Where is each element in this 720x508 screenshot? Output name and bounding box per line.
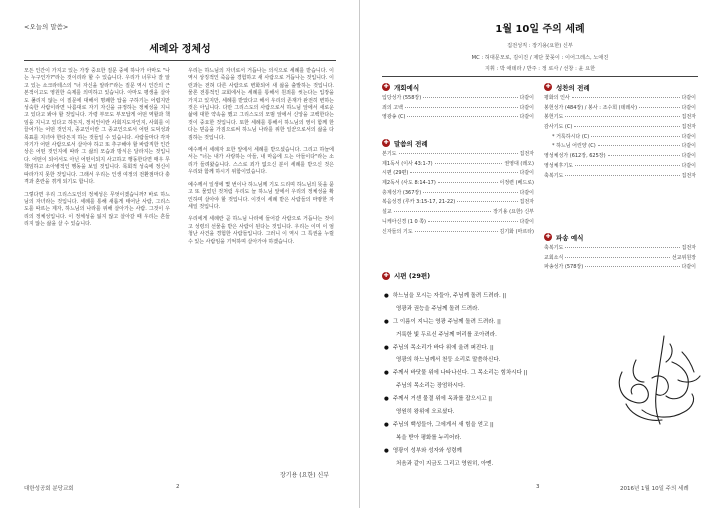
psalm-verse-leader: ● 영광이 성부와 성자와 성령께 <box>382 445 618 458</box>
dot-leader <box>435 163 503 164</box>
header-divider <box>382 76 698 77</box>
service-performer: 선교위원장 <box>671 254 696 261</box>
psalm-verses <box>382 290 618 470</box>
service-row <box>544 104 696 114</box>
service-item: 파송성가 (578장) <box>544 264 584 271</box>
service-item: 평화의 인사 <box>544 95 570 101</box>
service-performer: 집전자 <box>519 199 534 206</box>
service-row <box>382 218 534 228</box>
dot-leader <box>399 153 518 154</box>
service-row <box>544 133 696 143</box>
cross-icon: ✚ <box>383 139 389 146</box>
service-item: 축복기도 <box>544 172 564 179</box>
service-performer: 다같이 <box>519 170 534 177</box>
psalm-verse-leader: ● 주께서 바닷물 위에 나타나신다. 그 목소리는 힘차시다 || <box>382 367 618 380</box>
essay-column-right <box>188 68 334 251</box>
service-item: 죄의 고백 <box>382 104 403 111</box>
essay-column-left <box>24 68 170 234</box>
service-row <box>382 104 534 114</box>
service-item: * 거룩하시다 (C) <box>552 133 590 140</box>
service-performer: 장기용 (요한) 신부 <box>493 209 534 216</box>
service-performer: 다같이 <box>519 189 534 196</box>
essay-paragraph: 그렇다면 우리 그리스도인의 정체성은 무엇이겠습니까? 바로 하느님의 자녀라는 것입니다. 세례를 통해 새롭게 태어난 사람, 그리스도를 따르는 제자, 하느님의 나라를 위해 살아가는 사람. 그것이 우리의 정체성입니다. 이 정체성을 잃지 않고 살아갈 때 우리는 흔들리지 않는 삶을 살 수 있습니다. <box>24 191 170 228</box>
dot-leader <box>457 201 517 202</box>
psalm-verse-response: 영원히 왕위에 오르셨다. <box>396 409 455 416</box>
service-performer: 집전자 <box>681 245 696 251</box>
service-row <box>544 263 696 273</box>
service-row <box>382 150 534 160</box>
essay-author: 장기용 (요한) 신부 <box>280 472 330 479</box>
psalm-verse-leader: ● 그 이름이 지니는 영광 주님께 돌려 드려라. || <box>382 316 618 329</box>
service-row <box>544 142 696 152</box>
service-performer: 다같이 <box>519 95 534 101</box>
title-divider <box>24 60 336 61</box>
service-item: 제1독서 (이사 43:1-7) <box>382 160 433 167</box>
dot-leader <box>565 175 679 176</box>
psalm-verse-response: 영광과 권능을 주님께 돌려 드려라. <box>396 305 480 312</box>
service-item: 영성체성가 (612장, 625장) <box>544 153 606 160</box>
service-performer: 집전자 <box>681 114 696 121</box>
service-item: 제2독서 (사도 8:14-17) <box>382 180 436 187</box>
cross-icon: ✚ <box>383 83 389 90</box>
service-officiant: 집전성직 : 장기용(요한) 신부 <box>507 43 573 49</box>
essay-paragraph: 예수께서 세례자 요한 앞에서 세례를 받으셨습니다. 그리고 하늘에서는 "너는 내가 사랑하는 아들, 내 마음에 드는 아들이다"라는 소리가 들려왔습니다. 스스로 죄가 없으신 분이 세례를 받으신 것은 우리와 함께 하시기 위함이었습니다. <box>188 147 334 176</box>
psalm-verse-leader: ● 하느님을 모시는 자들아, 주님께 돌려 드려라. || <box>382 290 618 303</box>
psalm-verse-response: 영광의 하느님께서 천둥 소리로 말씀하신다. <box>396 357 501 364</box>
psalm-verse-response: 복을 받아 평화를 누리어라. <box>396 434 462 441</box>
cross-icon: ✚ <box>383 271 389 279</box>
service-item: 니케아신경 (1 0 쪽) <box>382 218 427 225</box>
service-performer: 다같이 <box>681 104 696 111</box>
dot-leader <box>575 165 680 166</box>
dot-leader <box>423 97 517 98</box>
service-performer: 다같이 <box>519 104 534 111</box>
service-row <box>544 244 696 254</box>
dot-leader <box>438 182 498 183</box>
service-performer: 다같이 <box>681 162 696 169</box>
service-item: 층계성가 (367장) <box>382 189 422 196</box>
service-item: 설교 <box>382 209 392 216</box>
service-row <box>382 189 534 199</box>
dot-leader <box>591 136 679 137</box>
dot-leader <box>598 145 680 146</box>
service-item: 봉헌성가 (484장) / 봉사 : 조수희 (데레사) <box>544 104 638 111</box>
dot-leader <box>423 192 517 193</box>
service-performer: 다같이 <box>681 143 696 150</box>
calligraphy-emblem-icon <box>612 332 704 428</box>
service-row <box>544 94 696 104</box>
psalm-heading: ✚ 시편 (29편) <box>383 271 431 280</box>
dot-leader <box>572 97 680 98</box>
essay-paragraph: 예수께서 일생에 몇 번이나 하느님께 기도 드리며 하느님의 뜻을 묻고 또 물었던 것처럼 우리도 늘 하느님 앞에서 우리의 정체성을 확인하며 살아야 할 것입니다. 이것이 세례 받은 사람들의 마땅한 자세일 것입니다. <box>188 181 334 210</box>
service-row <box>382 169 534 179</box>
service-row <box>382 179 534 189</box>
dot-leader <box>585 266 679 267</box>
psalm-verse-leader: ● 주께서 거센 물결 위에 옥좌를 잡으시고 || <box>382 393 618 406</box>
service-item: 감사기도 (C) <box>544 124 573 131</box>
service-row <box>382 94 534 104</box>
service-performer: 다같이 <box>681 133 696 140</box>
service-ministers: MC : 허대문모로, 김이진 / 제단 꽃꽂이 : 이어그레스, 노애진 <box>471 55 609 61</box>
service-item: 시편 (29편) <box>382 170 409 177</box>
service-performer: 다같이 <box>681 264 696 271</box>
section-heading: 파송 예식 <box>556 233 584 242</box>
service-performer: 다같이 <box>681 153 696 160</box>
section-eucharist <box>544 82 696 181</box>
dot-leader <box>639 107 679 108</box>
section-dismissal <box>544 232 696 273</box>
essay-title: 세례와 정체성 <box>149 44 211 55</box>
footer-service-date: 2016년 1월 10일 주의 세례 <box>620 486 689 492</box>
dot-leader <box>565 247 679 248</box>
service-item: 본기도 <box>382 151 397 157</box>
dot-leader <box>608 155 680 156</box>
psalm-verse-response: 주님의 목소리는 장엄하시다. <box>396 383 466 390</box>
essay-paragraph: 모든 인간이 가지고 있는 가장 중요한 질문 중에 하나가 아마도 "나는 누구인가?"라는 것이리라 할 수 있습니다. 우리가 너무나 잘 알고 있는 소크라테스의 "너 자신을 알라!"라는 질문 역시 인간의 근본적이고도 영원한 숙제를 의미하고 있습니다. 아마도 평생을 살아도 풀리지 않는 이 질문에 대해서 명쾌한 답을 구하기는 어렵지만 성숙한 사람이라면 나름대로 자기 자신을 규정하는 정체성을 지니고 있다고 봐야 할 것입니다. 가령 부모도 부모답게 어떤 역할과 책임을 지니고 있다고 하든지, 정치인이란 사회지도자인지, 사회를 이끌어가는 어떤 것인지, 종교인이란 그 종교인으로서 어떤 도덕성과 목표를 지녀야 한다든지 하는 것들일 수 있습니다. 사람들마다 각자 자기가 어떤 사람으로서 살아야 하고 또 추구해야 할 바람직한 인간상은 어떤 것인지에 따라 그 삶의 모습과 방식은 달라지는 것입니다. 어떤이 되어서도 아닌 어떤이되지 사고하고 행동한다면 매우 무책임하고 소아병적인 행동을 보일 것입니다. 목회적 성숙에 정신이 따라가지 못한 것입니다. 그래서 우리는 인생 여정의 전환점마다 충격과 혼란을 겪게 되기도 합니다. <box>24 68 170 186</box>
cross-icon: ✚ <box>545 233 551 240</box>
section-liturgy-of-word <box>382 138 534 237</box>
psalm-verse-response: 거룩한 빛 두르신 주님께 머리를 조아려라. <box>396 331 497 338</box>
essay-paragraph: 우리에게 세례란 곧 하느님 나라에 들어갈 사람으로 거듭나는 것이고 성령의 선물을 받은 사람이 된다는 것입니다. 우리는 이미 이 엄청난 사건을 경험한 사람들입니다. 그러니 이 역시 그 특권을 누릴 수 있는 사람임을 기억하며 살아가야 하겠습니다. <box>188 216 334 245</box>
service-item: 봉헌기도 <box>544 114 564 121</box>
section-tag: <오늘의 말씀> <box>24 23 69 31</box>
section-heading: 개회예식 <box>394 83 420 92</box>
section-heading: 성찬의 전례 <box>556 83 590 92</box>
service-row <box>544 254 696 264</box>
service-performer: 이정련 (베드로) <box>499 180 534 187</box>
service-row <box>382 228 534 238</box>
dot-leader <box>565 257 670 258</box>
service-performer: 김기화 (마르타) <box>499 228 534 235</box>
service-performer: 권영대 (레오) <box>504 160 534 167</box>
service-row <box>382 113 534 123</box>
service-row <box>544 113 696 123</box>
psalm-verse-leader: ● 주님의 백성들아, 그에게서 새 힘을 얻고 || <box>382 419 618 432</box>
section-heading: 말씀의 전례 <box>394 139 428 148</box>
dot-leader <box>428 221 517 222</box>
service-row <box>382 198 534 208</box>
service-item: 교회소식 <box>544 254 564 261</box>
page-number: 3 <box>536 484 540 490</box>
service-row <box>382 160 534 170</box>
section-opening-rites <box>382 82 534 123</box>
dot-leader <box>394 211 491 212</box>
service-item: 영광송 (C) <box>382 114 406 121</box>
service-row <box>544 152 696 162</box>
footer-church-name: 대한성공회 분당교회 <box>24 486 74 492</box>
service-row <box>544 172 696 182</box>
service-row <box>544 123 696 133</box>
dot-leader <box>410 172 517 173</box>
service-performer: 집전자 <box>519 151 534 157</box>
service-item: 축복기도 <box>544 245 564 251</box>
dot-leader <box>415 231 498 232</box>
dot-leader <box>405 107 518 108</box>
dot-leader <box>574 126 679 127</box>
cross-icon: ✚ <box>545 83 551 90</box>
service-performer: 다같이 <box>519 218 534 225</box>
psalm-verse-leader: ● 주님의 목소리가 바다 위에 울려 퍼진다. || <box>382 342 618 355</box>
psalm-verse-response: 처음과 같이 지금도 그리고 영원히, 아멘. <box>396 460 494 467</box>
service-item: 복음성경 (루카 3:15-17, 21-22) <box>382 199 456 206</box>
service-row <box>544 162 696 172</box>
service-music: 지휘 : 박 애데라 / 반주 : 정 로사 / 선창 : 윤 요한 <box>484 66 596 72</box>
service-item: 신자들의 기도 <box>382 228 413 235</box>
service-title: 1월 10일 주의 세례 <box>495 24 585 35</box>
right-page <box>360 0 720 508</box>
service-performer: 집전자 <box>681 124 696 131</box>
service-performer: 집전자 <box>681 172 696 179</box>
page-number: 2 <box>176 484 180 490</box>
service-performer: 다같이 <box>681 95 696 101</box>
dot-leader <box>565 116 679 117</box>
dot-leader <box>407 116 517 117</box>
service-performer: 다같이 <box>519 114 534 121</box>
service-row <box>382 208 534 218</box>
service-item: * 하느님 어린양 (C) <box>552 143 596 150</box>
essay-paragraph: 우리는 하느님의 자녀로서 거듭나는 의식으로 세례를 받습니다. 이 역시 상징적인 죽음을 경험하고 새 사람으로 거듭나는 것입니다. 이런과는 전혀 다른 사람으로 변화되어 새 삶을 출발하는 것입니다. 물론 전통적인 교회에서는 세례를 통해서 원죄를 씻는다는 입장을 가지고 있지만, 세례를 받았다고 해서 우리의 존재가 완전히 변하는 것은 아닙니다. 다만 그리스도의 사람으로서 하느님 앞에서 새로운 삶에 대한 약속을 했고 그리스도의 모범 앞에서 신앙을 고백한다는 것이 중요한 것입니다. 또한 세례를 통해서 하느님의 영이 함께 한다는 믿음을 가짐으로써 하느님 나라를 위한 일꾼으로서의 삶을 다짐하는 것입니다. <box>188 68 334 141</box>
service-item: 영성체후기도 <box>544 162 573 169</box>
service-item: 입당성가 (558장) <box>382 95 422 101</box>
